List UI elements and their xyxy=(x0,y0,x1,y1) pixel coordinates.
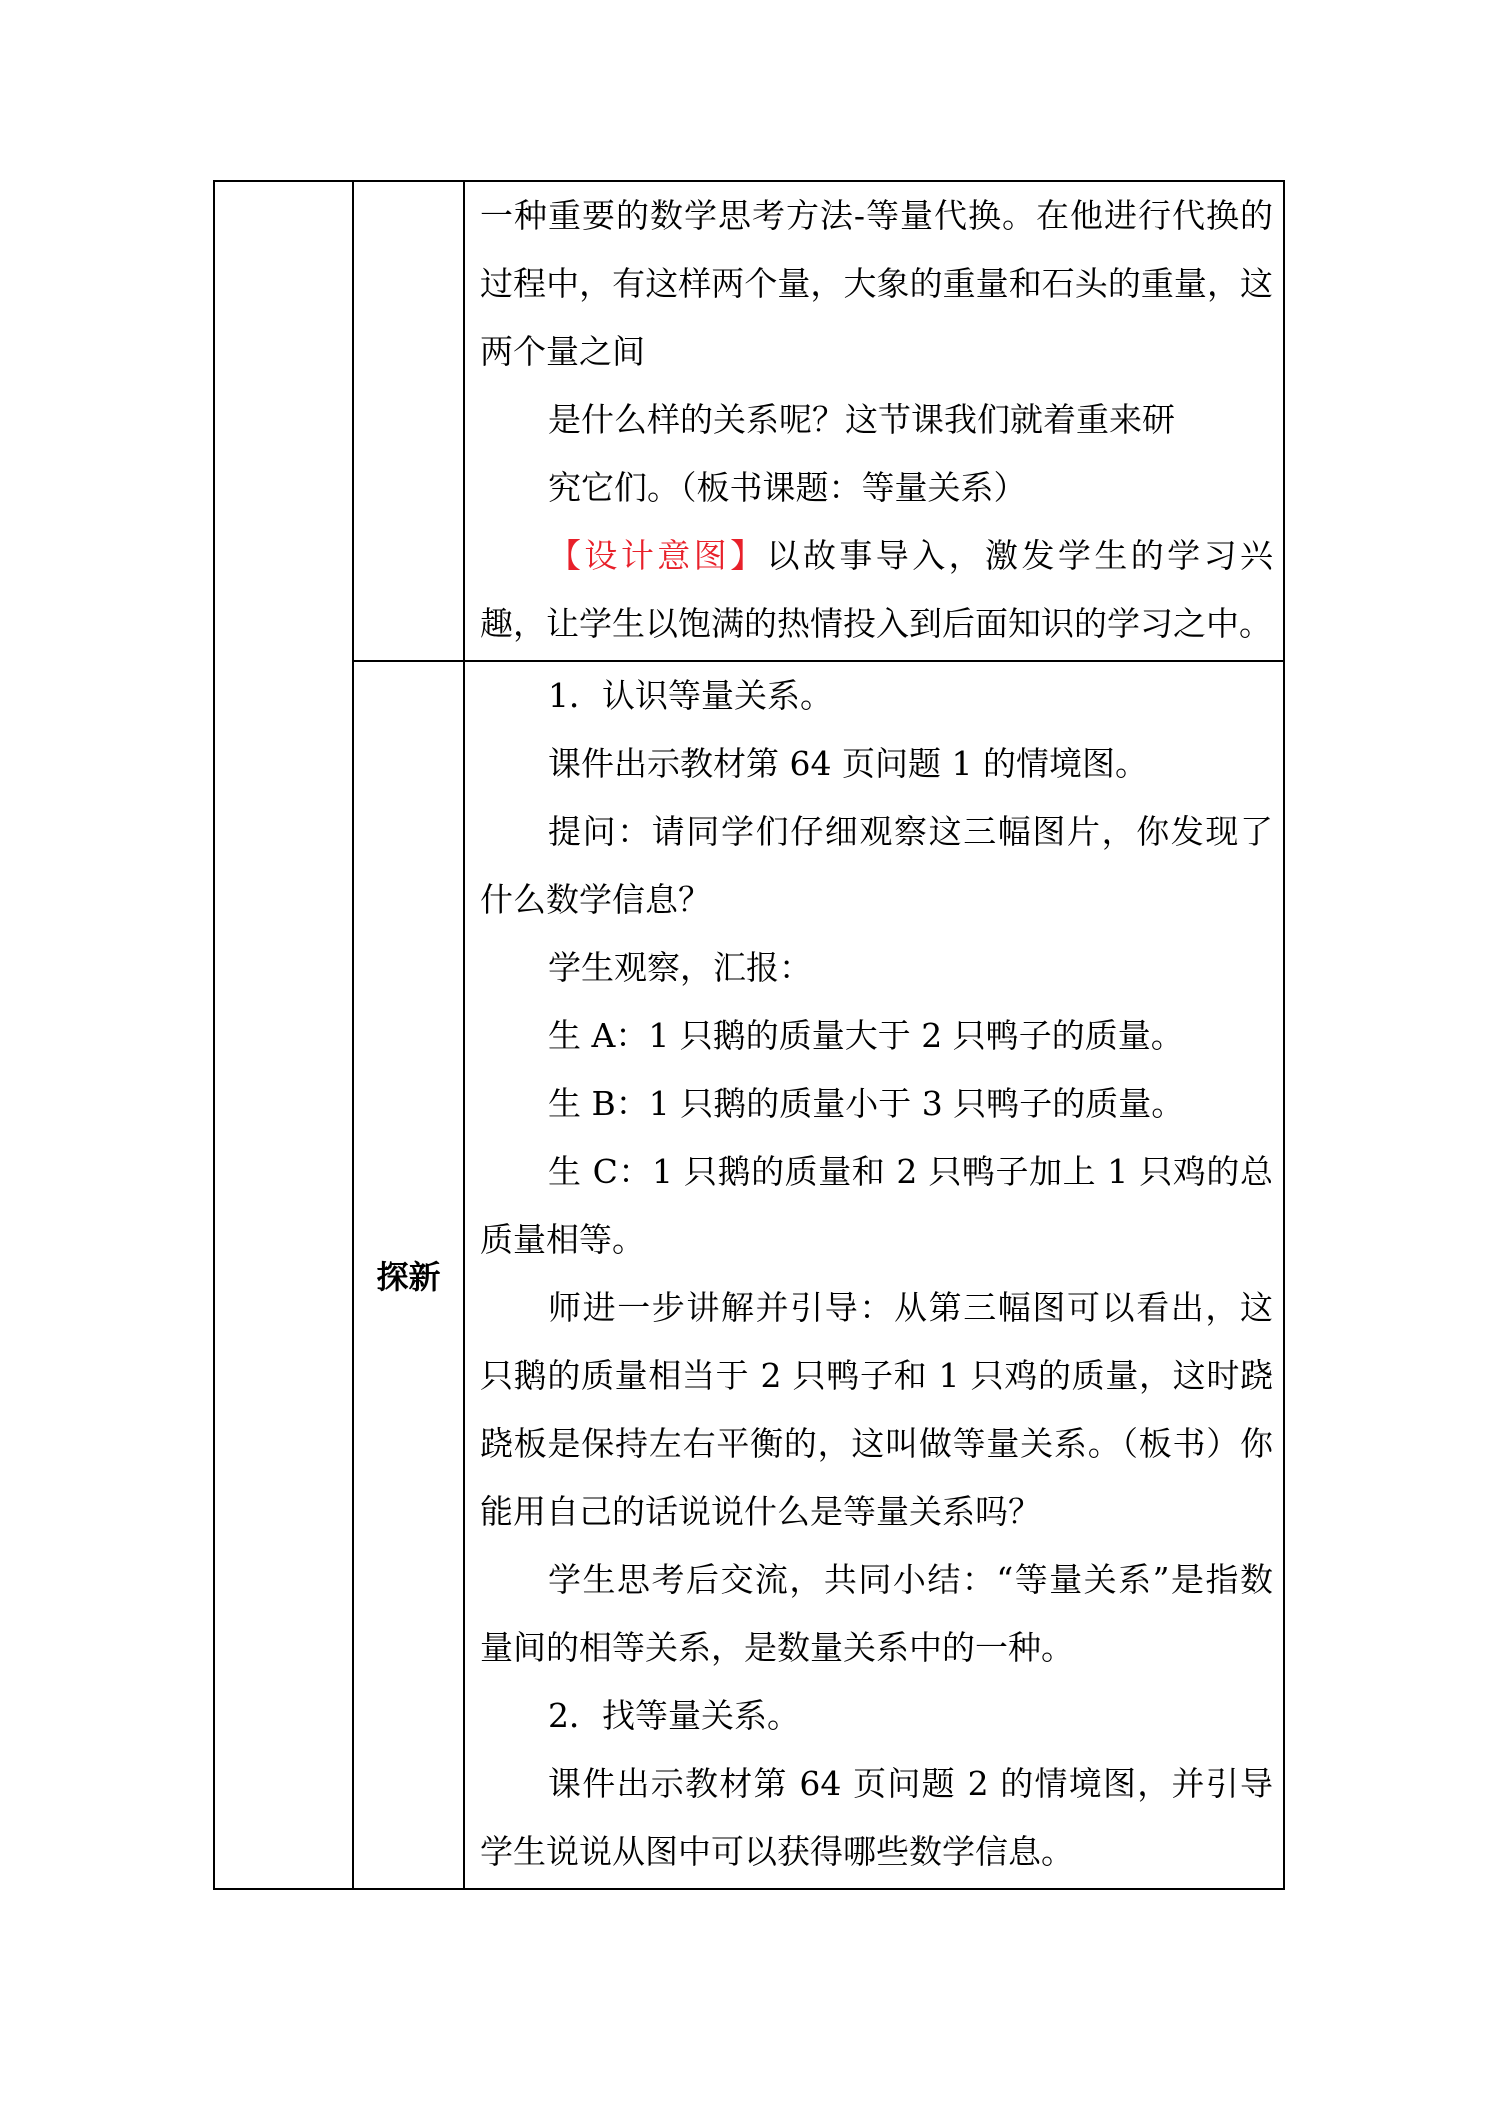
paragraph: 学生思考后交流，共同小结：“等量关系”是指数量间的相等关系，是数量关系中的一种。 xyxy=(480,1560,1273,1667)
design-intent-tag: 【设计意图】 xyxy=(548,536,767,575)
table-row xyxy=(214,661,1284,1889)
paragraph: 1．认识等量关系。 xyxy=(548,676,833,715)
paragraph: 师进一步讲解并引导：从第三幅图可以看出，这只鹅的质量相当于 2 只鸭子和 1 只鸡的质量，这时跷跷板是保持左右平衡的，这叫做等量关系。（板书）你能用自己的话说说什么是等量关系吗？ xyxy=(480,1288,1273,1531)
paragraph: 生 A：1 只鹅的质量大于 2 只鸭子的质量。 xyxy=(548,1016,1184,1055)
section-label-cell: 探新 xyxy=(353,661,464,1889)
table-row xyxy=(214,181,1284,661)
paragraph: 究它们。（板书课题：等量关系） xyxy=(548,468,1027,507)
content-cell xyxy=(464,661,1284,1889)
paragraph: 一种重要的数学思考方法-等量代换。在他进行代换的过程中，有这样两个量，大象的重量和石头的重量，这两个量之间 xyxy=(480,196,1273,371)
section-label-cell xyxy=(353,181,464,661)
paragraph: 生 B：1 只鹅的质量小于 3 只鸭子的质量。 xyxy=(548,1084,1185,1123)
lesson-plan-table xyxy=(213,180,1285,1890)
content-cell xyxy=(464,181,1284,661)
paragraph: 课件出示教材第 64 页问题 1 的情境图。 xyxy=(548,744,1148,783)
design-intent-paragraph xyxy=(480,522,1273,658)
paragraph: 学生观察，汇报： xyxy=(548,948,812,987)
design-intent-text: 以故事导入，激发学生的学习兴趣，让学生以饱满的热情投入到后面知识的学习之中。 xyxy=(480,536,1274,643)
paragraph: 2．找等量关系。 xyxy=(548,1696,800,1735)
paragraph: 生 C：1 只鹅的质量和 2 只鸭子加上 1 只鸡的总质量相等。 xyxy=(480,1152,1273,1259)
paragraph: 是什么样的关系呢？这节课我们就着重来研 xyxy=(548,400,1175,439)
paragraph: 提问：请同学们仔细观察这三幅图片，你发现了什么数学信息？ xyxy=(480,812,1273,919)
stage-cell xyxy=(214,181,353,1889)
paragraph: 课件出示教材第 64 页问题 2 的情境图，并引导学生说说从图中可以获得哪些数学信息。 xyxy=(480,1764,1273,1871)
